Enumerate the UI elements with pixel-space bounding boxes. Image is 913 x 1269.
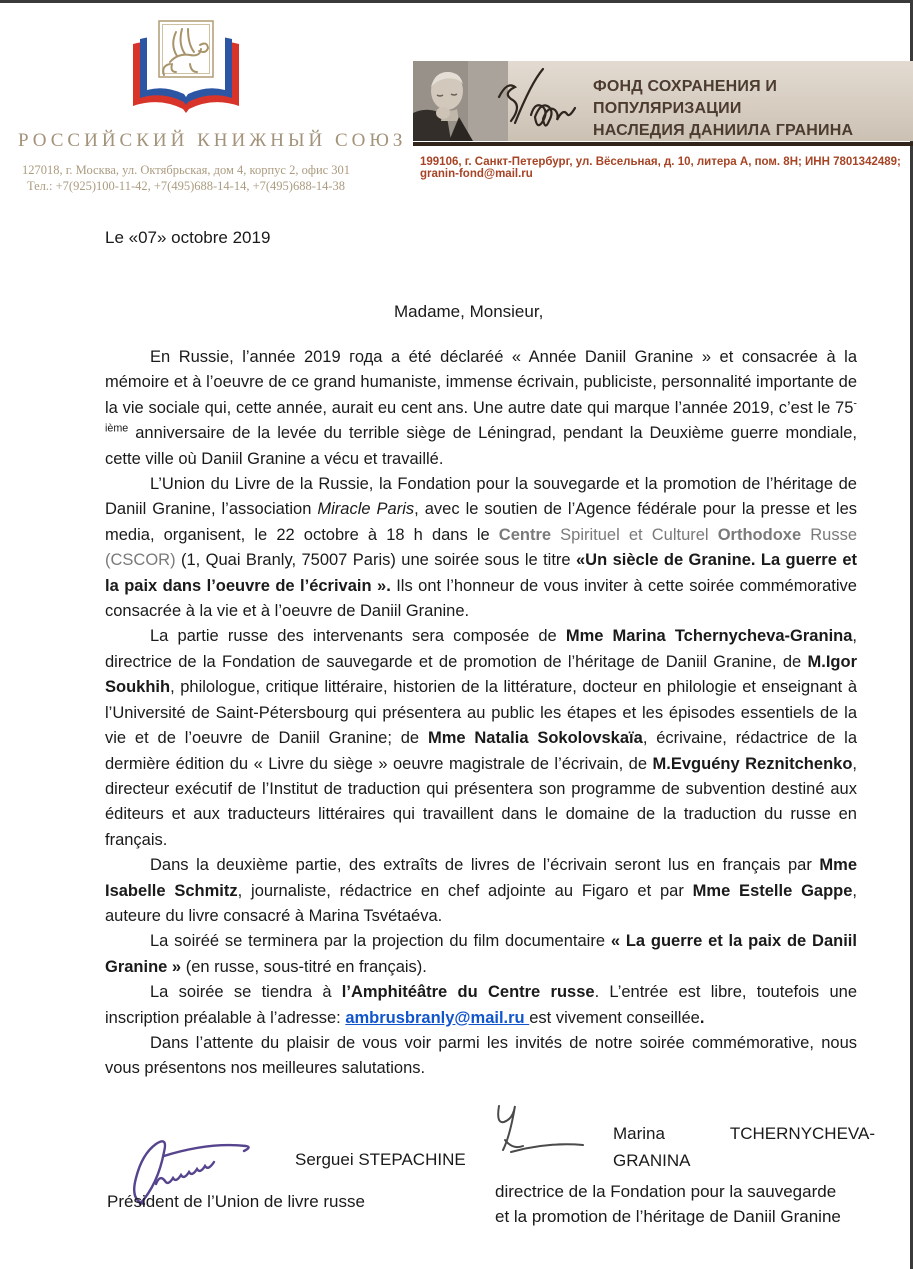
text-segment: M.Igor Soukhih [105,652,857,697]
sig-left-name: Serguei STEPACHINE [295,1150,466,1169]
text-segment: (1, Quai Branly, 75007 Paris) une soirée sous le titre [181,551,576,570]
text-segment: , avec le soutien de l’Agence fédérale pour la presse et les media, organisent, le 22 octobre à 18 h dans le [105,500,857,544]
text-segment: , auteure du livre consacré à Marina Tsvétaéva. [105,881,858,925]
granin-fond-banner [413,61,913,141]
text-segment: En Russie, l’année 2019 года a été déclaréé « Année Daniil Granine » et consacrée à la mémoire et à l’oeuvre de ce grand humaniste, immense écrivain, publiciste, personnalité importante de la vie sociale qui, cette année, aurait eu cent ans. Une autre date qui marque l’année 2019, c’est le 75 [105,348,857,417]
fond-title-line1: ФОНД СОХРАНЕНИЯ И ПОПУЛЯРИЗАЦИИ [593,78,778,117]
sig-right-first-name: Marina [613,1124,665,1143]
fond-title-line2: НАСЛЕДИЯ ДАНИИЛА ГРАНИНА [593,122,854,139]
text-segment: La partie russe des intervenants sera composée de [150,627,566,646]
letter-date: Le «07» octobre 2019 [105,228,271,247]
text-segment: Dans la deuxième partie, des extraîts de livres de l’écrivain seront lus en français par [150,856,820,875]
text-segment: M.Evguény Reznitchenko [652,754,853,773]
text-segment: L’Union du Livre de la Russie, la Fondation pour la souvegarde et la promotion de l’héritage de Daniil Granine, l’association [105,475,857,519]
text-segment: Spirituel et Culturel [551,525,718,544]
paragraph [105,624,857,853]
paragraph [105,980,857,1031]
page-edge-top [0,0,913,3]
text-segment: . [699,1008,705,1027]
sig-right-last-name-2: GRANINA [613,1151,691,1170]
text-segment: -ième [105,397,857,435]
text-segment: , directrice de la Fondation de sauvegarde et de promotion de l’héritage de Daniil Granine, de [105,627,858,671]
paragraph [105,345,857,472]
text-segment: anniversaire de la levée du terrible siège de Léningrad, pendant la Deuxième guerre mondiale, cette ville où Daniil Granine a vécu et travaillé. [105,424,857,468]
granin-fond-address: 199106, г. Санкт-Петербург, ул. Вёсельная, д. 10, литера А, пом. 8Н; ИНН 7801342489; granin-fond@mail.ru [420,156,901,180]
sig-right-title [495,1180,877,1229]
rks-address-line: 127018, г. Москва, ул. Октябрьская, дом 4, корпус 2, офис 301 [21,163,351,177]
text-segment: Orthodoxe [717,525,802,544]
paragraph [105,472,857,624]
text-segment: « La guerre et la paix de Daniil Granine » [105,932,857,976]
text-segment: Mme Marina Tchernycheva-Granina [565,627,853,646]
letter-body [105,345,857,1082]
text-segment: l’Amphitéâtre du Centre russe [341,983,595,1002]
text-segment: Miracle Paris [317,500,415,519]
text-segment: La soiréé se terminera par la projection du film documentaire [150,932,611,951]
sig-right-title-line1: directrice de la Fondation pour la sauvegarde [495,1182,837,1201]
text-segment: (en russe, sous-titré en français). [181,957,427,976]
text-segment: «Un siècle de Granine. La guerre et la paix dans l’oeuvre de l’écrivain ». [105,551,857,595]
granin-signature-icon [491,63,601,138]
text-segment: , écrivaine, rédactrice de la dermière édition du « Livre du siège » oeuvre magistrale de l’écrivain, de [105,729,858,773]
text-segment: est vivement conseillée [529,1008,700,1027]
text-segment: Mme Estelle Gappe [692,881,853,900]
text-segment: , directeur exécutif de l’Institut de traduction qui présentera son programme de subvention destiné aux éditeurs et aux traducteurs littéraires qui travaillent dans le domaine de la traduction du russe en français. [105,754,857,849]
granin-fond-title [593,76,911,142]
text-segment: , philologue, critique littéraire, historien de la littérature, docteur en philologie et enseignant à l’Université de Saint-Pétersbourg qui présentera au public les étapes et les épisodes essentiels de la vie et de l’oeuvre de Daniil Granine; de [105,678,857,748]
text-segment: La soirée se tiendra à [150,983,342,1002]
text-segment: Centre [498,525,552,544]
text-segment: Ils ont l’honneur de vous inviter à cette soirée commémorative consacrée à la vie et à l’oeuvre de Daniil Granine. [105,576,857,621]
paragraph [105,929,857,980]
text-segment: Russe (CSCOR) [105,525,857,570]
text-segment: Mme Natalia Sokolovskaïa [427,729,643,748]
sig-right-title-line2: et la promotion de l’héritage de Daniil Granine [495,1206,841,1226]
salutation: Madame, Monsieur, [394,302,544,321]
tchernycheva-signature [485,1098,603,1170]
sig-right-name [613,1124,875,1171]
paragraph [105,1031,857,1082]
rks-phone-line: Тел.: +7(925)100-11-42, +7(495)688-14-14, +7(495)688-14-38 [26,179,346,193]
rks-address [18,162,354,194]
banner-rule [413,142,913,146]
email-link[interactable]: ambrusbranly@mail.ru [345,1008,530,1027]
text-segment: . L’entrée est libre, toutefois une inscription préalable à l’adresse: [105,983,857,1027]
sig-right-last-name-1: TCHERNYCHEVA- [729,1124,875,1143]
rks-letterhead [18,12,407,194]
sig-left-title: Président de l’Union de livre russe [107,1192,365,1211]
rks-book-griffin-logo [126,12,246,122]
text-segment: , journaliste, rédactrice en chef adjointe au Figaro et par [237,881,693,900]
text-segment: Mme Isabelle Schmitz [105,856,857,900]
text-segment: Dans l’attente du plaisir de vous voir parmi les invités de notre soirée commémorative, nous vous présentons nos meilleures salutations. [105,1033,857,1078]
rks-title: РОССИЙСКИЙ КНИЖНЫЙ СОЮЗ [18,130,407,151]
paragraph [105,853,857,929]
